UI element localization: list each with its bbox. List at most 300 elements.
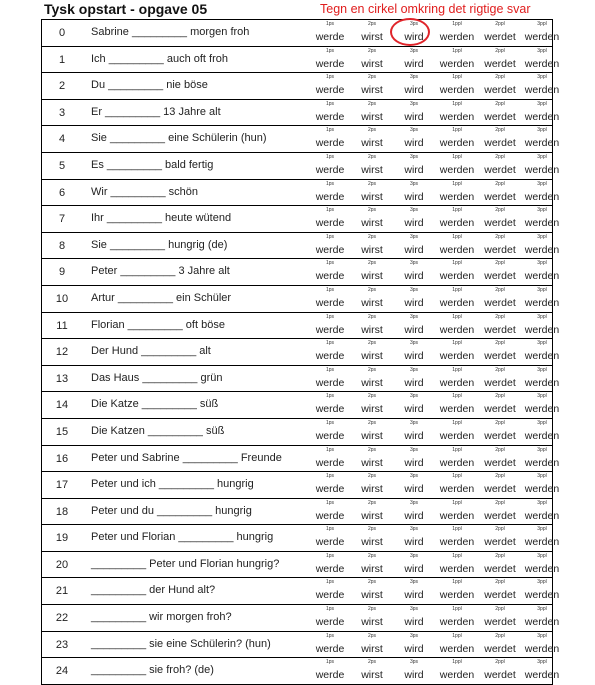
answer-option[interactable]	[521, 233, 563, 258]
verb-form: werdet	[484, 376, 516, 389]
answer-option[interactable]	[521, 339, 563, 364]
answer-option[interactable]	[436, 180, 478, 205]
answer-option[interactable]	[479, 47, 521, 72]
answer-option[interactable]	[436, 233, 478, 258]
table-row	[42, 313, 560, 340]
verb-form: wirst	[361, 84, 383, 97]
answer-option[interactable]	[351, 313, 393, 338]
answer-option[interactable]	[351, 446, 393, 471]
table-row	[42, 658, 560, 685]
answer-option[interactable]	[521, 153, 563, 178]
answer-option[interactable]	[479, 153, 521, 178]
answer-option[interactable]	[351, 419, 393, 444]
row-number: 5	[58, 159, 66, 172]
answer-option[interactable]	[479, 552, 521, 577]
answer-option[interactable]	[436, 286, 478, 311]
verb-form: wird	[404, 483, 424, 496]
verb-form: werden	[439, 616, 475, 629]
verb-form: werden	[439, 509, 475, 522]
person-tag: 3ppl	[537, 366, 547, 373]
verb-form: werde	[315, 190, 345, 203]
answer-option[interactable]	[479, 339, 521, 364]
person-tag: 1ppl	[452, 100, 462, 107]
verb-form: werde	[315, 323, 345, 336]
verb-form: werde	[315, 296, 345, 309]
sentence: _________ Peter und Florian hungrig?	[91, 557, 280, 570]
table-row	[42, 472, 560, 499]
person-tag: 2ps	[367, 21, 377, 27]
person-tag: 1ppl	[452, 180, 462, 187]
answer-option[interactable]	[436, 153, 478, 178]
verb-form: werdet	[484, 137, 516, 150]
sentence: Ich _________ auch oft froh	[91, 52, 228, 65]
verb-form: werden	[524, 616, 560, 629]
person-tag: 1ps	[325, 313, 335, 320]
answer-option[interactable]	[351, 658, 393, 683]
person-tag: 2ppl	[495, 340, 505, 347]
row-number: 10	[55, 292, 69, 305]
person-tag: 3ppl	[537, 21, 547, 27]
answer-option[interactable]	[521, 100, 563, 125]
person-tag: 3ppl	[537, 47, 547, 54]
answer-option[interactable]	[393, 499, 435, 524]
verb-form: werden	[439, 323, 475, 336]
verb-form: werdet	[484, 243, 516, 256]
answer-option[interactable]	[309, 47, 351, 72]
person-tag: 1ps	[325, 393, 335, 400]
sentence: Die Katze _________ süß	[91, 398, 219, 411]
person-tag: 1ppl	[452, 659, 462, 666]
table-row	[42, 47, 560, 74]
answer-option[interactable]	[436, 206, 478, 231]
verb-form: wirst	[361, 536, 383, 549]
person-tag: 3ps	[409, 153, 419, 160]
sentence: Er _________ 13 Jahre alt	[91, 105, 221, 118]
answer-option[interactable]	[351, 552, 393, 577]
answer-option[interactable]	[436, 472, 478, 497]
answer-option[interactable]	[393, 472, 435, 497]
person-tag: 1ppl	[452, 74, 462, 81]
verb-form: werdet	[484, 110, 516, 123]
answer-option[interactable]	[393, 47, 435, 72]
answer-option[interactable]	[479, 259, 521, 284]
person-tag: 2ppl	[495, 419, 505, 426]
answer-option[interactable]	[479, 20, 521, 45]
person-tag: 2ppl	[495, 207, 505, 214]
answer-option[interactable]	[351, 73, 393, 98]
sentence: Das Haus _________ grün	[91, 371, 223, 384]
answer-option[interactable]	[393, 632, 435, 657]
answer-option[interactable]	[351, 286, 393, 311]
answer-option[interactable]	[309, 366, 351, 391]
verb-form: wird	[404, 642, 424, 655]
answer-option[interactable]	[436, 366, 478, 391]
answer-option[interactable]	[479, 73, 521, 98]
answer-option[interactable]	[309, 233, 351, 258]
answer-option[interactable]	[521, 47, 563, 72]
answer-option[interactable]	[309, 339, 351, 364]
person-tag: 2ps	[367, 286, 377, 293]
person-tag: 2ps	[367, 659, 377, 666]
person-tag: 1ppl	[452, 207, 462, 214]
answer-option[interactable]	[436, 126, 478, 151]
answer-option[interactable]	[479, 392, 521, 417]
verb-form: werde	[315, 137, 345, 150]
person-tag: 1ps	[325, 74, 335, 81]
answer-option[interactable]	[393, 419, 435, 444]
answer-option[interactable]	[436, 525, 478, 550]
answer-option[interactable]	[521, 472, 563, 497]
answer-option[interactable]	[351, 472, 393, 497]
row-number: 13	[55, 372, 69, 385]
answer-option[interactable]	[479, 605, 521, 630]
table-row	[42, 206, 560, 233]
answer-option[interactable]	[309, 392, 351, 417]
answer-option[interactable]	[436, 20, 478, 45]
verb-form: werdet	[484, 296, 516, 309]
answer-option[interactable]	[309, 286, 351, 311]
answer-option[interactable]	[521, 605, 563, 630]
person-tag: 1ppl	[452, 286, 462, 293]
answer-option[interactable]	[393, 73, 435, 98]
verb-form: wirst	[361, 350, 383, 363]
person-tag: 1ppl	[452, 233, 462, 240]
answer-option[interactable]	[309, 259, 351, 284]
answer-option[interactable]	[521, 499, 563, 524]
row-number: 14	[55, 399, 69, 412]
verb-form: wird	[404, 616, 424, 629]
person-tag: 1ps	[325, 473, 335, 480]
verb-form: werdet	[484, 483, 516, 496]
answer-option[interactable]	[479, 126, 521, 151]
verb-form: wirst	[361, 323, 383, 336]
answer-option[interactable]	[351, 20, 393, 45]
person-tag: 1ps	[325, 21, 335, 27]
answer-option[interactable]	[393, 658, 435, 683]
person-tag: 1ppl	[452, 366, 462, 373]
answer-option[interactable]	[351, 100, 393, 125]
answer-option[interactable]	[393, 206, 435, 231]
answer-option[interactable]	[351, 126, 393, 151]
answer-option[interactable]	[393, 100, 435, 125]
person-tag: 2ppl	[495, 526, 505, 533]
answer-option[interactable]	[521, 126, 563, 151]
verb-form: wirst	[361, 456, 383, 469]
answer-option[interactable]	[309, 153, 351, 178]
verb-form: werden	[439, 57, 475, 70]
answer-option[interactable]	[521, 658, 563, 683]
verb-form: werden	[524, 110, 560, 123]
answer-option[interactable]	[393, 605, 435, 630]
table-row	[42, 419, 560, 446]
answer-option[interactable]	[351, 632, 393, 657]
answer-option[interactable]	[309, 20, 351, 45]
person-tag: 3ppl	[537, 526, 547, 533]
sentence: _________ der Hund alt?	[91, 584, 216, 597]
person-tag: 2ppl	[495, 473, 505, 480]
answer-option[interactable]	[309, 313, 351, 338]
answer-option[interactable]	[309, 446, 351, 471]
answer-option[interactable]	[436, 499, 478, 524]
answer-option[interactable]	[479, 100, 521, 125]
answer-option[interactable]	[351, 206, 393, 231]
person-tag: 1ppl	[452, 153, 462, 160]
answer-option[interactable]	[393, 525, 435, 550]
person-tag: 1ppl	[452, 526, 462, 533]
answer-option[interactable]	[309, 552, 351, 577]
answer-option[interactable]	[479, 233, 521, 258]
answer-option[interactable]	[521, 259, 563, 284]
verb-form: wird	[404, 217, 424, 230]
row-number: 18	[55, 505, 69, 518]
answer-option[interactable]	[393, 339, 435, 364]
verb-form: wirst	[361, 669, 383, 682]
sentence: Peter und ich _________ hungrig	[91, 478, 254, 491]
answer-option[interactable]	[309, 605, 351, 630]
row-number: 8	[58, 239, 66, 252]
answer-option[interactable]	[521, 286, 563, 311]
verb-form: werde	[315, 669, 345, 682]
answer-option[interactable]	[521, 20, 563, 45]
answer-option[interactable]	[351, 180, 393, 205]
person-tag: 1ps	[325, 286, 335, 293]
answer-option[interactable]	[479, 313, 521, 338]
answer-option[interactable]	[479, 366, 521, 391]
answer-option[interactable]	[479, 578, 521, 603]
verb-form: wirst	[361, 163, 383, 176]
row-number: 9	[58, 266, 66, 279]
sentence: Sie _________ hungrig (de)	[91, 238, 228, 251]
person-tag: 2ps	[367, 473, 377, 480]
answer-option[interactable]	[351, 605, 393, 630]
person-tag: 2ps	[367, 419, 377, 426]
person-tag: 2ppl	[495, 393, 505, 400]
verb-form: werdet	[484, 536, 516, 549]
answer-option[interactable]	[351, 259, 393, 284]
answer-option[interactable]	[479, 286, 521, 311]
person-tag: 1ppl	[452, 473, 462, 480]
answer-option[interactable]	[521, 392, 563, 417]
answer-option[interactable]	[436, 578, 478, 603]
row-number: 0	[58, 27, 66, 39]
answer-option[interactable]	[521, 578, 563, 603]
person-tag: 2ps	[367, 393, 377, 400]
answer-option[interactable]	[351, 366, 393, 391]
row-number: 1	[58, 53, 66, 66]
verb-form: werdet	[484, 163, 516, 176]
answer-option[interactable]	[436, 419, 478, 444]
answer-option[interactable]	[393, 286, 435, 311]
answer-option[interactable]	[393, 392, 435, 417]
answer-option[interactable]	[351, 233, 393, 258]
answer-option[interactable]	[351, 47, 393, 72]
person-tag: 2ps	[367, 552, 377, 559]
answer-option[interactable]	[309, 73, 351, 98]
person-tag: 2ppl	[495, 606, 505, 613]
person-tag: 2ppl	[495, 632, 505, 639]
person-tag: 1ps	[325, 499, 335, 506]
answer-option[interactable]	[479, 499, 521, 524]
verb-form: werden	[524, 589, 560, 602]
answer-option[interactable]	[521, 419, 563, 444]
answer-option[interactable]	[436, 605, 478, 630]
answer-option[interactable]	[309, 499, 351, 524]
answer-option[interactable]	[521, 446, 563, 471]
person-tag: 1ps	[325, 632, 335, 639]
answer-option[interactable]	[309, 180, 351, 205]
answer-option[interactable]	[393, 552, 435, 577]
verb-form: werde	[315, 589, 345, 602]
person-tag: 1ps	[325, 419, 335, 426]
sentence: Peter und Florian _________ hungrig	[91, 531, 274, 544]
answer-option[interactable]	[436, 392, 478, 417]
answer-option[interactable]	[521, 632, 563, 657]
person-tag: 3ppl	[537, 632, 547, 639]
person-tag: 2ps	[367, 100, 377, 107]
person-tag: 3ps	[409, 579, 419, 586]
table-row	[42, 632, 560, 659]
row-number: 15	[55, 425, 69, 438]
answer-option[interactable]	[351, 153, 393, 178]
person-tag: 2ps	[367, 579, 377, 586]
answer-option[interactable]	[436, 552, 478, 577]
answer-option[interactable]	[351, 392, 393, 417]
answer-option[interactable]	[479, 206, 521, 231]
answer-option[interactable]	[309, 206, 351, 231]
answer-option[interactable]	[436, 658, 478, 683]
answer-option[interactable]	[521, 180, 563, 205]
verb-form: werden	[524, 669, 560, 682]
answer-option[interactable]	[309, 578, 351, 603]
answer-option[interactable]	[436, 339, 478, 364]
answer-option[interactable]	[521, 552, 563, 577]
answer-option[interactable]	[393, 578, 435, 603]
answer-option[interactable]	[436, 632, 478, 657]
answer-option[interactable]	[436, 47, 478, 72]
sentence: Der Hund _________ alt	[91, 345, 211, 358]
answer-option[interactable]	[521, 313, 563, 338]
person-tag: 3ppl	[537, 100, 547, 107]
answer-option[interactable]	[436, 100, 478, 125]
verb-form: werde	[315, 217, 345, 230]
verb-form: werden	[439, 403, 475, 416]
answer-option[interactable]	[393, 446, 435, 471]
answer-option[interactable]	[351, 578, 393, 603]
person-tag: 3ps	[409, 473, 419, 480]
person-tag: 1ppl	[452, 260, 462, 267]
answer-option[interactable]	[521, 206, 563, 231]
person-tag: 1ppl	[452, 393, 462, 400]
sentence: Die Katzen _________ süß	[91, 424, 225, 437]
answer-option[interactable]	[351, 525, 393, 550]
row-number: 11	[56, 319, 68, 332]
row-number: 4	[58, 133, 66, 146]
answer-option[interactable]	[309, 419, 351, 444]
verb-form: werden	[524, 57, 560, 70]
verb-form: werden	[524, 323, 560, 336]
verb-form: werdet	[484, 57, 516, 70]
answer-option[interactable]	[436, 313, 478, 338]
verb-form: werden	[524, 456, 560, 469]
table-row	[42, 100, 560, 127]
answer-option[interactable]	[393, 126, 435, 151]
verb-form: werde	[315, 57, 345, 70]
answer-option[interactable]	[393, 153, 435, 178]
person-tag: 2ps	[367, 606, 377, 613]
worksheet-title: Tysk opstart - opgave 05	[44, 1, 208, 17]
verb-form: wirst	[361, 137, 383, 150]
answer-option[interactable]	[479, 446, 521, 471]
person-tag: 3ps	[409, 499, 419, 506]
answer-option[interactable]	[479, 525, 521, 550]
person-tag: 3ps	[409, 526, 419, 533]
answer-option[interactable]	[309, 100, 351, 125]
answer-option[interactable]	[393, 180, 435, 205]
answer-option[interactable]	[309, 632, 351, 657]
answer-option[interactable]	[479, 658, 521, 683]
person-tag: 2ps	[367, 526, 377, 533]
answer-option[interactable]	[479, 180, 521, 205]
verb-form: wirst	[361, 31, 383, 43]
answer-option[interactable]	[309, 658, 351, 683]
person-tag: 3ppl	[537, 153, 547, 160]
answer-circle	[390, 18, 430, 46]
table-row	[42, 525, 560, 552]
verb-form: werden	[439, 110, 475, 123]
person-tag: 2ps	[367, 366, 377, 373]
answer-option[interactable]	[393, 259, 435, 284]
answer-option[interactable]	[393, 233, 435, 258]
answer-option[interactable]	[521, 525, 563, 550]
answer-option[interactable]	[436, 259, 478, 284]
verb-form: werden	[524, 296, 560, 309]
answer-option[interactable]	[351, 499, 393, 524]
answer-option[interactable]	[436, 446, 478, 471]
person-tag: 2ppl	[495, 180, 505, 187]
sentence: Peter und Sabrine _________ Freunde	[91, 451, 282, 464]
verb-form: wirst	[361, 190, 383, 203]
person-tag: 3ppl	[537, 552, 547, 559]
answer-option[interactable]	[521, 73, 563, 98]
verb-form: wird	[404, 31, 424, 43]
answer-option[interactable]	[479, 419, 521, 444]
sentence: Sie _________ eine Schülerin (hun)	[91, 132, 267, 145]
table-row	[42, 180, 560, 207]
answer-option[interactable]	[309, 472, 351, 497]
answer-option[interactable]	[309, 525, 351, 550]
person-tag: 3ppl	[537, 659, 547, 666]
person-tag: 2ps	[367, 340, 377, 347]
row-number: 7	[58, 213, 66, 226]
verb-form: werden	[524, 429, 560, 442]
answer-option[interactable]	[309, 126, 351, 151]
table-row	[42, 20, 560, 47]
answer-option[interactable]	[393, 313, 435, 338]
verb-form: werden	[439, 270, 475, 283]
answer-option[interactable]	[521, 366, 563, 391]
answer-option[interactable]	[479, 472, 521, 497]
verb-form: werden	[439, 536, 475, 549]
verb-form: werdet	[484, 190, 516, 203]
person-tag: 3ps	[409, 313, 419, 320]
answer-option[interactable]	[393, 366, 435, 391]
verb-form: werden	[524, 270, 560, 283]
answer-option[interactable]	[436, 73, 478, 98]
person-tag: 1ppl	[452, 446, 462, 453]
answer-option[interactable]	[479, 632, 521, 657]
answer-option[interactable]	[351, 339, 393, 364]
person-tag: 2ppl	[495, 74, 505, 81]
